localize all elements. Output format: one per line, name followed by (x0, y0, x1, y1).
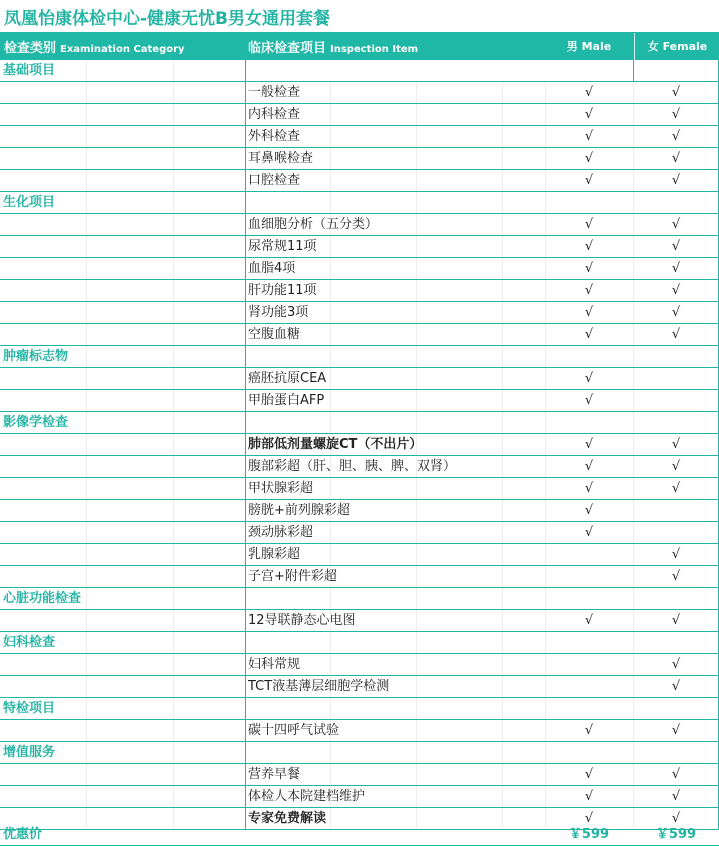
table-row (0, 676, 719, 698)
male-check-mark: √ (584, 459, 594, 474)
header-item-en: Inspection Item (330, 44, 419, 55)
male-check-mark: √ (584, 811, 594, 826)
table-row (0, 126, 719, 148)
table-row (0, 280, 719, 302)
male-check-mark: √ (584, 261, 594, 276)
table-row (0, 786, 719, 808)
header-category-cn: 检查类别 (4, 41, 57, 56)
male-check-mark: √ (584, 217, 594, 232)
male-check-mark: √ (584, 481, 594, 496)
female-check-mark: √ (671, 327, 681, 342)
male-check-mark: √ (584, 305, 594, 320)
table-row (0, 610, 719, 632)
female-check-mark: √ (671, 547, 681, 562)
table-row (0, 720, 719, 742)
category-row (0, 192, 719, 214)
male-check-mark: √ (584, 173, 594, 188)
female-check-mark: √ (671, 459, 681, 474)
category-label: 生化项目 (3, 195, 56, 210)
price-row (0, 823, 719, 846)
female-check-mark: √ (671, 173, 681, 188)
price-label: 优惠价 (3, 827, 43, 842)
item-name: 12导联静态心电图 (248, 613, 356, 628)
male-check-mark: √ (584, 283, 594, 298)
table-row (0, 324, 719, 346)
male-check-mark: √ (584, 151, 594, 166)
header-female: 女 Female (634, 33, 719, 60)
item-name: 血细胞分析（五分类） (248, 217, 379, 232)
table-row (0, 500, 719, 522)
item-name: 甲状腺彩超 (248, 481, 314, 496)
table-row (0, 522, 719, 544)
item-name: 膀胱+前列腺彩超 (248, 503, 350, 518)
item-name: 一般检查 (248, 85, 301, 100)
female-check-mark: √ (671, 679, 681, 694)
category-label: 增值服务 (3, 745, 56, 760)
category-row (0, 588, 719, 610)
table-row (0, 544, 719, 566)
female-check-mark: √ (671, 129, 681, 144)
price-male: ￥599 (568, 827, 610, 842)
item-name: 碳十四呼气试验 (248, 723, 340, 738)
item-name: 外科检查 (248, 129, 301, 144)
female-check-mark: √ (671, 657, 681, 672)
item-name: 子宫+附件彩超 (248, 569, 337, 584)
table-row (0, 368, 719, 390)
table-row (0, 258, 719, 280)
table-header (0, 33, 719, 60)
male-check-mark: √ (584, 613, 594, 628)
female-check-mark: √ (671, 107, 681, 122)
table-row (0, 302, 719, 324)
female-check-mark: √ (671, 437, 681, 452)
item-name: 血脂4项 (248, 261, 296, 276)
male-check-mark: √ (584, 239, 594, 254)
header-item (248, 33, 418, 60)
header-category-en: Examination Category (60, 44, 185, 55)
female-check-mark: √ (671, 217, 681, 232)
female-check-mark: √ (671, 481, 681, 496)
male-check-mark: √ (584, 393, 594, 408)
table-row (0, 764, 719, 786)
category-label: 妇科检查 (3, 635, 56, 650)
category-row (0, 632, 719, 654)
price-female: ￥599 (655, 827, 697, 842)
male-check-mark: √ (584, 371, 594, 386)
header-item-cn: 临床检查项目 (248, 41, 327, 56)
category-row (0, 346, 719, 368)
female-check-mark: √ (671, 811, 681, 826)
item-name: TCT液基薄层细胞学检测 (248, 679, 390, 694)
item-name: 耳鼻喉检查 (248, 151, 314, 166)
item-name: 肾功能3项 (248, 305, 309, 320)
male-check-mark: √ (584, 327, 594, 342)
item-name: 空腹血糖 (248, 327, 301, 342)
table-row (0, 214, 719, 236)
male-check-mark: √ (584, 107, 594, 122)
item-name: 癌胚抗原CEA (248, 371, 327, 386)
category-row (0, 742, 719, 764)
table-row (0, 236, 719, 258)
title-row (0, 0, 719, 33)
item-name: 专家免费解读 (248, 811, 327, 826)
table-row (0, 104, 719, 126)
male-check-mark: √ (584, 129, 594, 144)
female-check-mark: √ (671, 767, 681, 782)
category-label: 影像学检查 (3, 415, 69, 430)
item-name: 体检人本院建档维护 (248, 789, 366, 804)
category-label: 心脏功能检查 (3, 591, 82, 606)
female-check-mark: √ (671, 151, 681, 166)
female-check-mark: √ (671, 283, 681, 298)
table-row (0, 434, 719, 456)
female-check-mark: √ (671, 261, 681, 276)
male-check-mark: √ (584, 767, 594, 782)
item-name: 内科检查 (248, 107, 301, 122)
page-title: 凤凰怡康体检中心-健康无忧B男女通用套餐 (4, 9, 331, 29)
category-label: 基础项目 (3, 63, 56, 78)
item-name: 乳腺彩超 (248, 547, 301, 562)
item-name: 肝功能11项 (248, 283, 317, 298)
item-name: 肺部低剂量螺旋CT（不出片） (248, 437, 423, 452)
category-row (0, 412, 719, 434)
header-category (4, 33, 185, 60)
item-name: 腹部彩超（肝、胆、胰、脾、双肾） (248, 459, 457, 474)
table-row (0, 82, 719, 104)
female-check-mark: √ (671, 85, 681, 100)
table-row (0, 456, 719, 478)
female-check-mark: √ (671, 569, 681, 584)
table-row (0, 390, 719, 412)
male-check-mark: √ (584, 437, 594, 452)
item-name: 口腔检查 (248, 173, 301, 188)
male-check-mark: √ (584, 503, 594, 518)
item-name: 尿常规11项 (248, 239, 317, 254)
male-check-mark: √ (584, 723, 594, 738)
table-row (0, 148, 719, 170)
category-row (0, 698, 719, 720)
category-label: 肿瘤标志物 (3, 349, 69, 364)
table-row (0, 478, 719, 500)
male-check-mark: √ (584, 85, 594, 100)
female-check-mark: √ (671, 305, 681, 320)
female-check-mark: √ (671, 723, 681, 738)
table-row (0, 654, 719, 676)
category-label: 特检项目 (3, 701, 56, 716)
male-check-mark: √ (584, 525, 594, 540)
table-row (0, 170, 719, 192)
table-row (0, 566, 719, 588)
header-male: 男 Male (566, 40, 612, 53)
female-check-mark: √ (671, 239, 681, 254)
item-name: 颈动脉彩超 (248, 525, 314, 540)
female-check-mark: √ (671, 789, 681, 804)
female-check-mark: √ (671, 613, 681, 628)
category-row (0, 60, 719, 82)
male-check-mark: √ (584, 789, 594, 804)
item-name: 甲胎蛋白AFP (248, 393, 325, 408)
table-body (0, 60, 719, 830)
item-name: 妇科常规 (248, 657, 301, 672)
item-name: 营养早餐 (248, 767, 301, 782)
